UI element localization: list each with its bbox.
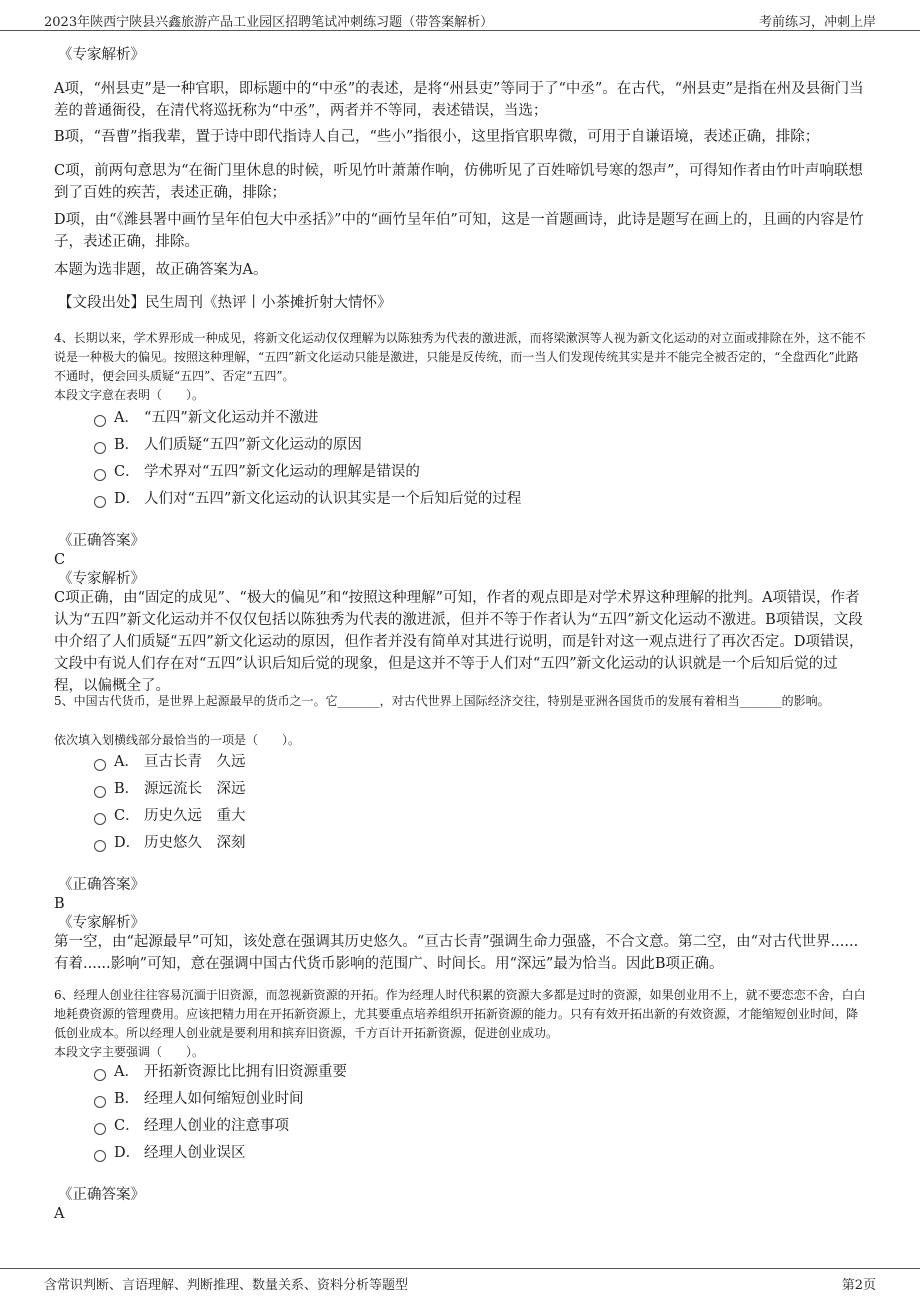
option-letter: C． — [114, 808, 140, 824]
option-letter: B． — [114, 1091, 140, 1107]
q6-answer-label: 《正确答案》 — [58, 1187, 145, 1203]
q5-answer-label: 《正确答案》 — [58, 877, 145, 893]
option-letter: D． — [114, 1145, 141, 1161]
option-text: 历史悠久 深刻 — [144, 835, 246, 851]
radio-button-icon[interactable] — [94, 496, 106, 508]
option-letter: D． — [114, 491, 141, 507]
q5-prompt: 依次填入划横线部分最恰当的一项是（ ）。 — [54, 733, 301, 747]
option-letter: A． — [114, 1064, 139, 1080]
option-letter: B． — [114, 781, 140, 797]
radio-button-icon[interactable] — [94, 813, 106, 825]
option-text: 历史久远 重大 — [144, 808, 246, 824]
q4-answer-label: 《正确答案》 — [58, 533, 145, 549]
option-text: 开拓新资源比比拥有旧资源重要 — [144, 1064, 347, 1080]
radio-button-icon[interactable] — [94, 415, 106, 427]
radio-button-icon[interactable] — [94, 469, 106, 481]
document-title: 2023年陕西宁陕县兴鑫旅游产品工业园区招聘笔试冲刺练习题（带答案解析） — [44, 15, 494, 30]
q5-option-a[interactable] — [94, 751, 246, 773]
option-text: 经理人创业误区 — [144, 1145, 246, 1161]
q4-option-b[interactable] — [94, 434, 362, 456]
q3-expert-label: 《专家解析》 — [58, 47, 145, 63]
q3-analysis-b: B项，“吾曹”指我辈，置于诗中即代指诗人自己，“些小”指很小，这里指官职卑微，可用于自谦语境，表述正确，排除； — [54, 129, 820, 145]
q4-prompt: 本段文字意在表明（ ）。 — [54, 388, 205, 402]
radio-button-icon[interactable] — [94, 759, 106, 771]
option-letter: C． — [114, 464, 140, 480]
radio-button-icon[interactable] — [94, 442, 106, 454]
q5-stem: 5、中国古代货币，是世界上起源最早的货币之一。它_______，对古代世界上国际经济交往，特别是亚洲各国货币的发展有着相当_______的影响。 — [54, 694, 830, 708]
footer-categories: 含常识判断、言语理解、判断推理、数量关系、资料分析等题型 — [44, 1278, 409, 1293]
q6-option-c[interactable] — [94, 1115, 289, 1137]
page-number: 第2页 — [841, 1278, 876, 1293]
q6-option-b[interactable] — [94, 1088, 304, 1110]
radio-button-icon[interactable] — [94, 1096, 106, 1108]
option-text: 经理人创业的注意事项 — [144, 1118, 289, 1134]
q3-analysis-c: C项，前两句意思为“在衙门里休息的时候，听见竹叶萧萧作响，仿佛听见了百姓啼饥号寒的怨声”，可得知作者由竹叶声响联想到了百姓的疾苦，表述正确，排除； — [54, 163, 863, 201]
q3-conclusion: 本题为选非题，故正确答案为A。 — [54, 262, 268, 278]
q6-option-a[interactable] — [94, 1061, 347, 1083]
q4-option-d[interactable] — [94, 488, 521, 510]
option-text: 经理人如何缩短创业时间 — [144, 1091, 304, 1107]
option-text: 源远流长 深远 — [144, 781, 246, 797]
radio-button-icon[interactable] — [94, 1123, 106, 1135]
q6-answer: A — [54, 1206, 65, 1222]
option-letter: D． — [114, 835, 141, 851]
option-letter: B． — [114, 437, 140, 453]
option-text: 人们对“五四”新文化运动的认识其实是一个后知后觉的过程 — [144, 491, 522, 507]
option-text: 人们质疑“五四”新文化运动的原因 — [144, 437, 362, 453]
radio-button-icon[interactable] — [94, 1150, 106, 1162]
q5-expert-label: 《专家解析》 — [58, 915, 145, 931]
q3-source: 【文段出处】民生周刊《热评丨小茶摊折射大情怀》 — [58, 295, 392, 311]
q5-answer: B — [54, 896, 65, 912]
q4-expert-label: 《专家解析》 — [58, 571, 145, 587]
q3-analysis-a: A项，“州县吏”是一种官职，即标题中的“中丞”的表述，是将“州县吏”等同于了“中丞”。在古代，“州县吏”是指在州及县衙门当差的普通衙役，在清代将巡抚称为“中丞”，两者并不等同，表述错误，当选； — [54, 81, 864, 119]
q6-stem: 6、经理人创业往往容易沉湎于旧资源，而忽视新资源的开拓。作为经理人时代积累的资源大多都是过时的资源，如果创业用不上，就不要恋恋不舍，白白地耗费资源的管理费用。应该把精力用在开拓新资源上，尤其要重点培养组织开拓新资源的能力。只有有效开拓出新的有效资源，才能缩短创业时间，降低创业成本。所以经理人创业就是要利用和摈弃旧资源，千方百计开拓新资源，促进创业成功。 — [54, 988, 866, 1040]
option-text: 学术界对“五四”新文化运动的理解是错误的 — [144, 464, 420, 480]
option-letter: C． — [114, 1118, 140, 1134]
q5-option-c[interactable] — [94, 805, 246, 827]
radio-button-icon[interactable] — [94, 1069, 106, 1081]
q6-option-d[interactable] — [94, 1142, 246, 1164]
q5-option-b[interactable] — [94, 778, 246, 800]
q4-analysis: C项正确，由“固定的成见”、“极大的偏见”和“按照这种理解”可知，作者的观点即是对学术界这种理解的批判。A项错误，作者认为“五四”新文化运动并不仅仅包括以陈独秀为代表的激进派，但并不等于作者认为“五四”新文化运动不激进。B项错误，文段中介绍了人们质疑“五四”新文化运动的原因，但作者并没有简单对其进行说明，而是针对这一观点进行了再次否定。D项错误，文段中有说人们存在对“五四”认识后知后觉的现象，但是这并不等于人们对“五四”新文化运动的认识就是一个后知后觉的过程，以偏概全了。 — [54, 590, 864, 694]
q4-option-a[interactable] — [94, 407, 318, 429]
q4-answer: C — [54, 552, 66, 568]
radio-button-icon[interactable] — [94, 786, 106, 798]
option-text: 亘古长青 久远 — [144, 754, 246, 770]
option-letter: A． — [114, 754, 139, 770]
page-footer — [0, 1268, 920, 1303]
q5-option-d[interactable] — [94, 832, 246, 854]
q4-stem: 4、长期以来，学术界形成一种成见，将新文化运动仅仅理解为以陈独秀为代表的激进派，而将梁漱溟等人视为新文化运动的对立面或排除在外，这不能不说是一种极大的偏见。按照这种理解，“五四”新文化运动只能是激进，只能是反传统，而一当人们发现传统其实是并不能完全被否定的，“全盘西化”此路不通时，便会回头质疑“五四”、否定“五四”。 — [54, 331, 866, 383]
option-text: “五四”新文化运动并不激进 — [144, 410, 319, 426]
q4-option-c[interactable] — [94, 461, 420, 483]
option-letter: A． — [114, 410, 139, 426]
q3-analysis-d: D项，由“《潍县署中画竹呈年伯包大中丞括》”中的“画竹呈年伯”可知，这是一首题画诗，此诗是题写在画上的，且画的内容是竹子，表述正确，排除。 — [54, 212, 864, 250]
q5-analysis: 第一空，由“起源最早”可知，该处意在强调其历史悠久。“亘古长青”强调生命力强盛，不合文意。第二空，由“对古代世界......有着......影响”可知，意在强调中国古代货币影响的范围广、时间长。用“深远”最为恰当。因此B项正确。 — [54, 934, 859, 972]
radio-button-icon[interactable] — [94, 840, 106, 852]
header-slogan: 考前练习，冲刺上岸 — [758, 15, 876, 30]
q6-prompt: 本段文字主要强调（ ）。 — [54, 1045, 205, 1059]
